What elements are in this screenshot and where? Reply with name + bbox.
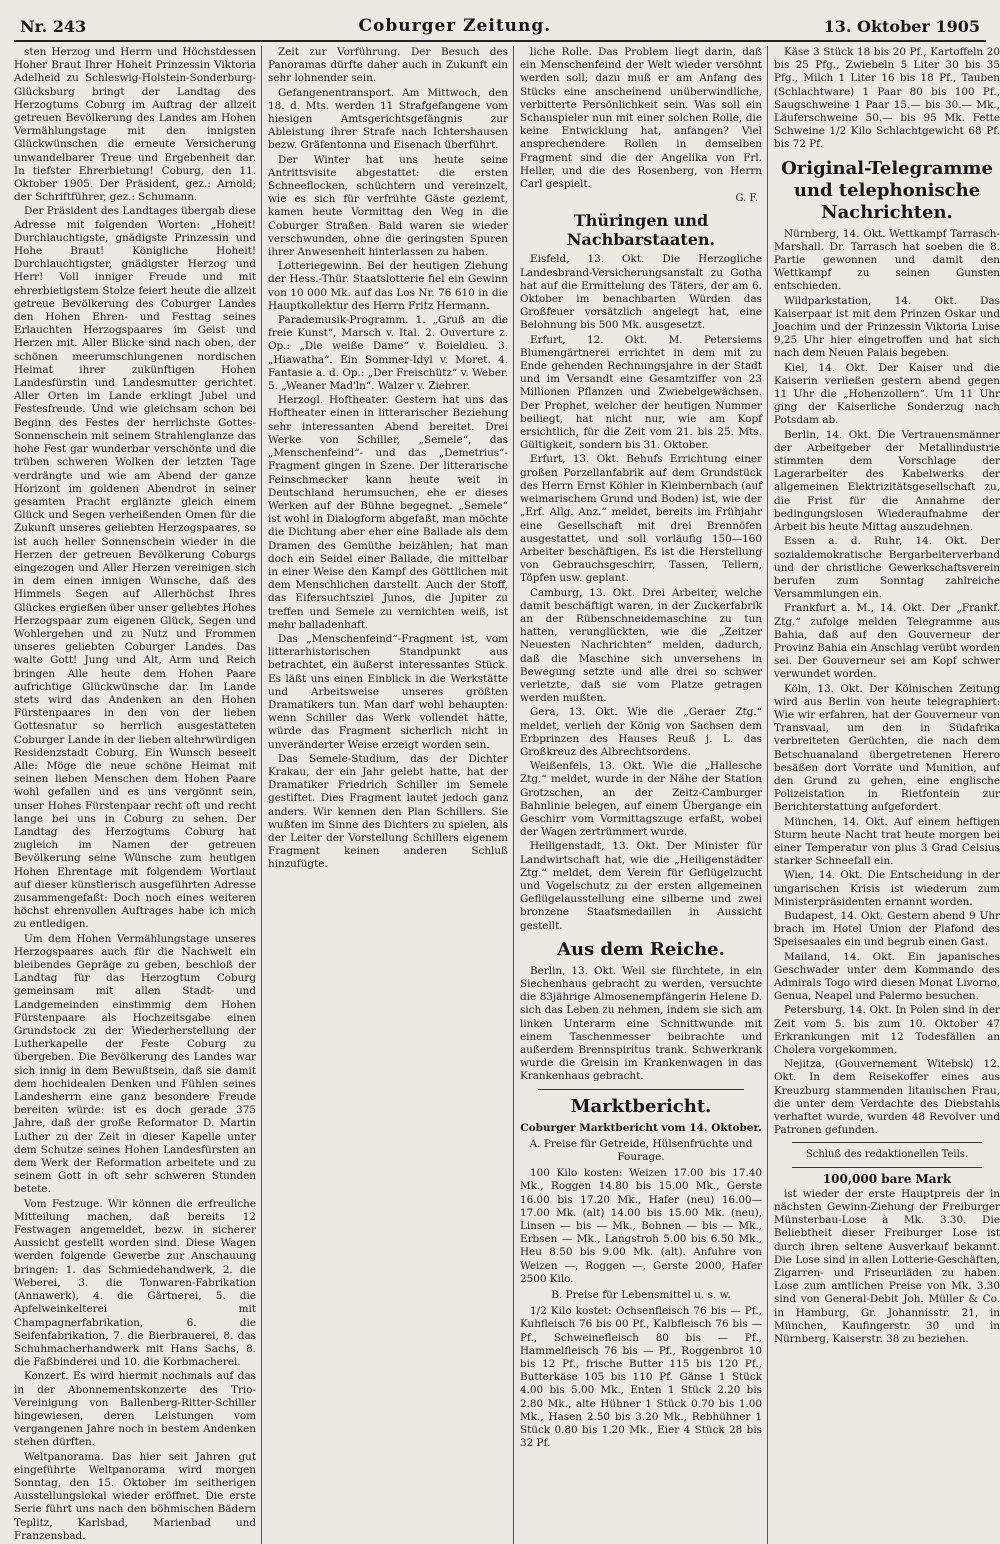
divider — [792, 1142, 982, 1143]
market-prices-continued: Käse 3 Stück 18 bis 20 Pf., Kartoffeln 20 bis 25 Pfg., Zwiebeln 5 Liter 30 bis 35 Pfg., Milch 1 Liter 16 bis 18 Pf., Tauben (Schlachtware) 1 Paar 80 bis 100 Pf., Saugschweine 1 Paar 15.— bis 30.— Mk., Läuferschweine 50.— bis 95 Mk. Fette Schweine 1/2 Kilo Schlachtgewicht 68 Pf. bis 72 Pf. — [774, 46, 1000, 151]
market-prices-food: 1/2 Kilo kostet: Ochsenfleisch 76 bis — Pf., Kuhfleisch 76 bis 00 Pf., Kalbfleisch 76 bis — Pf., Schweinefleisch 80 bis — Pf., Hammelfleisch 76 bis — Pf., Roggenbrot 10 bis 12 Pf., frische Butter 115 bis 120 Pf., Butterkäse 105 bis 110 Pf. Gänse 1 Stück 4.00 bis 5.00 Mk., Enten 1 Stück 2.20 bis 2.80 Mk., alte Hühner 1 Stück 0.70 bis 1.00 Mk., Hasen 2.50 bis 3.20 Mk., Rebhühner 1 Stück 0.80 bis 1.20 Mk., Eier 4 Stück 28 bis 32 Pf. — [520, 1305, 762, 1450]
newspaper-title: Coburger Zeitung. — [358, 16, 552, 36]
article-paragraph: Parademusik-Programm. 1. „Gruß an die freie Kunst“, Marsch v. Ital. 2. Ouverture z. Op.: „Die weiße Dame“ v. Boieldieu. 3. „Hiawatha“. Ein Sommer-Idyl v. Moret. 4. Fantasie a. d. Op.: „Der Freischütz“ v. Weber. 5. „Weaner Mad'ln“. Walzer v. Ziehrer. — [268, 314, 508, 393]
article-paragraph: Erfurt, 12. Okt. M. Petersiems Blumengärtnerei errichtet in dem mit zu Ende gehenden Rechnungsjahre in der Stadt und im Versandt eine Gesamtziffer von 23 Millionen Pflanzen und Zwiebelgewächsen. Der Prophet, welcher der heutigen Nummer beiliegt, hat nicht nur, wie am Kopf ersichtlich, für die Zeit vom 21. bis 25. Mts. Gültigkeit, sondern bis 31. Oktober. — [520, 333, 762, 452]
article-paragraph: Berlin, 13. Okt. Weil sie fürchtete, in ein Siechenhaus gebracht zu werden, versuchte die 83jährige Almosenempfängerin Helene D. sich das Leben zu nehmen, indem sie sich am linken Unterarm eine Schnittwunde mit einem Taschenmesser beibrachte und außerdem Brennspiritus trank. Schwerkrank wurde die Greisin im Krankenwagen in das Krankenhaus gebracht. — [520, 964, 762, 1083]
section-heading-market: Marktbericht. — [570, 1095, 712, 1117]
telegram-item: Nejitza, (Gouvernement Witebsk) 12. Okt. In dem Reisekoffer eines aus Kreuzburg stammenden litauischen Frau, die unter dem Verdachte des Diebstahls verhaftet wurde, wurden 48 Revolver und Patronen gefunden. — [774, 1058, 1000, 1137]
article-paragraph: liche Rolle. Das Problem liegt darin, daß ein Menschenfeind der Welt wieder versöhnt werden soll; dazu muß er am Anfang des Stücks eine anscheinend unüberwindliche, verbitterte Persönlichkeit sein. Was soll ein Schauspieler nun mit einer solchen Rolle, die keine Entwicklung hat, anfangen? Viel ansprechendere Rollen in demselben Fragment sind die der Angelika von Frl. Heller, und die des Rosenberg, von Herrn Carl gespielt. — [520, 46, 762, 191]
article-paragraph: Weltpanorama. Das hier seit Jahren gut eingeführte Weltpanorama wird morgen Sonntag, den 15. Oktober im seitherigen Ausstellungslokal wieder eröffnet. Die erste Serie führt uns nach den böhmischen Bädern Teplitz, Karlsbad, Marienbad und Franzensbad. — [14, 1450, 256, 1542]
telegram-item: Essen a. d. Ruhr, 14. Okt. Der sozialdemokratische Bergarbeiterverband und der christliche Gewerkschaftsverein berufen zum Sonntag zahlreiche Versammlungen ein. — [774, 535, 1000, 601]
column-1 — [14, 46, 262, 1544]
column-3 — [520, 46, 768, 1544]
article-paragraph: Um dem Hohen Vermählungstage unseres Herzogspaares auch für die Nachwelt ein bleibendes Gepräge zu geben, beschloß der Landtag für das Herzogtum Coburg gemeinsam mit allen Stadt- und Landgemeinden einstimmig dem Hohen Fürstenpaare als Hochzeitsgabe einen Grundstock zu der Wiederherstellung der Lutherkapelle der Feste Coburg zu übergeben. Die Bevölkerung des Landes war sich innig in dem Bewußtsein, daß sie damit dem hochidealen Denken und Fühlen seines Landesherrn eine ganz besondere Freude bereiten würde: ist es doch gerade 375 Jahre, daß der große Reformator D. Martin Luther zu der Zeit in dieser Kapelle unter dem Schutze seines Hohen Landesfürsten an dem Werk der Reformation arbeitete und zu seinem Gott in oft sehr schweren Stunden betete. — [14, 932, 256, 1196]
issue-number: Nr. 243 — [20, 17, 87, 36]
telegram-item: Kiel, 14. Okt. Der Kaiser und die Kaiserin verließen gestern abend gegen 11 Uhr die „Hohenzollern“. Um 11 Uhr ging der Kaiserliche Sonderzug nach Potsdam ab. — [774, 361, 1000, 427]
article-paragraph: Der Präsident des Landtages übergab diese Adresse mit folgenden Worten: „Hoheit! Durchlauchtigste, gnädigste Prinzessin und Hohe Braut! Königliche Hoheit! Durchlauchtigster, gnädigster Herzog und Herr! Voll inniger Freude und mit ehrerbietigstem Stolze feiert heute die allzeit getreue Bevölkerung des Coburger Landes den Hohen Ehren- und Festtag seines Erlauchten Herzogspaares im Geist und Herzen mit. Aller Blicke sind nach oben, der schönen meerumschlungenen nordischen Heimat ihrer zukünftigen Hohen Landesfürstin und Landesmutter gerichtet. Aller Orten im Lande erklingt Jubel und Festesfreude. Und wie gleichsam schon bei Beginn des Festes der herrlichste Gottes-Sonnenschein mit seinem Strahlenglanze das hohe Fest gar wunderbar verschönte und die trüben schweren Wolken der letzten Tage verdrängte und wie am Abend der ganze Horizont im goldenen Abendrot in seiner gesamten Pracht erglänzte gleich einem Glück und Segen verheißenden Omen für die Zukunft unseres geliebten Herzogspaares, so ist auch heller Sonnenschein wieder in die Herzen der getreuen Bevölkerung Coburgs eingezogen und Aller Herzen vereinigen sich in dem einen innigen Wunsche, daß des Himmels Segen auf Allerhöchst Ihres Glückes ergießen über unser geliebtes Hohes Herzogspaar zum eigenen Glück, Segen und Wohlergehen und zu Nutz und Frommen unseres geliebten Coburger Landes. Das walte Gott! Jung und Alt, Arm und Reich bringen Alle heute dem Hohen Paare aufrichtige Glückwünsche dar. Im Lande stets wird das Andenken an den Hohen Fürstenpaares in den von der lieben Gottesnatur so herrlich ausgestatteten Coburger Lande in der lieben altehrwürdigen Residenzstadt Coburg. Ein Wunsch beseelt Alle: Möge die neue schöne Heimat mit seinen lieben Menschen dem Hohen Paare wohl gefallen und es uns vergönnt sein, unser Hohes Fürstenpaar recht oft und recht lange bei uns in Coburg zu sehen. Der Landtag des Herzogtums Coburg hat zugleich im Namen der getreuen Bevölkerung seine Wünsche zum heutigen Hohen Ehrentage mit folgendem Wortlaut auf dieser künstlerisch ausgeführten Adresse zusammengefaßt: Doch noch eines weiteren höchst ehrenvollen Auftrages habe ich mich zu entledigen. — [14, 205, 256, 931]
article-paragraph: Das „Menschenfeind“-Fragment ist, vom litterarhistorischen Standpunkt aus betrachtet, ein äußerst interessantes Stück. Es läßt uns einen Einblick in die Werkstätte und Arbeitsweise unseres größten Dramatikers tun. Man darf wohl behaupten: wenn Schiller das Werk vollendet hätte, würde das Fragment sicherlich nicht in unveränderter Weise erzeigt worden sein. — [268, 632, 508, 751]
article-paragraph: Zeit zur Vorführung. Der Besuch des Panoramas dürfte daher auch in Zukunft ein sehr lohnender sein. — [268, 46, 508, 85]
article-paragraph: Der Winter hat uns heute seine Antrittsvisite abgestattet: die ersten Schneeflocken, schüchtern und vereinzelt, wie es sich für verfrühte Gäste geziemt, kamen heute Vormittag den Weg in die Coburger Straßen. Bald waren sie wieder verschwunden, ohne die geringsten Spuren ihrer Anwesenheit hinterlassen zu haben. — [268, 153, 508, 259]
advertisement-text: ist wieder der erste Hauptpreis der in nächsten Gewinn-Ziehung der Freiburger Münsterbau-Lose à Mk. 3.30. Die Beliebtheit dieser Freiburger Lose ist durch ihren seltene Ausverkauf bekannt. Die Lose sind in allen Lotterie-Geschäften, Zigarren- und Friseurläden zu haben. Lose zum amtlichen Preise von Mk. 3.30 sind von General-Debit Joh. Müller & Co. in Hamburg, Gr. Johannisstr. 21, in München, Kaufingerstr. 30 und in Nürnberg, Kaiserstr. 38 zu beziehen. — [774, 1187, 1000, 1346]
telegram-item: Mailand, 14. Okt. Ein japanisches Geschwader unter dem Kommando des Admirals Togo wird diesen Monat Livorno, Genua, Neapel und Palermo besuchen. — [774, 950, 1000, 1003]
article-paragraph: Vom Festzuge. Wir können die erfreuliche Mitteilung machen, daß bereits 12 Festwagen angemeldet, bezw. in sicherer Aussicht gestellt worden sind. Diese Wagen werden folgende Gewerbe zur Anschauung bringen: 1. das Schmiedehandwerk, 2. die Weberei, 3. die Tonwaren-Fabrikation (Annawerk), 4. die Gärtnerei, 5. die Apfelweinkelterei mit Champagnerfabrikation, 6. die Seifenfabrikation, 7. die Bierbrauerei, 8. das Schuhmacherhandwerk mit Hans Sachs, 8. die Faßbinderei und 10. die Korbmacherei. — [14, 1197, 256, 1369]
article-paragraph: Lotteriegewinn. Bei der heutigen Ziehung der Hess.-Thür. Staatslotterie fiel ein Gewinn von 10 000 Mk. auf das Los Nr. 76 610 in die Hauptkollektur des Herrn Fritz Hermann. — [268, 260, 508, 312]
market-report-title: Coburger Marktbericht vom 14. Oktober. — [520, 1121, 762, 1134]
article-paragraph: Das Semele-Studium, das der Dichter Krakau, der ein Jahr gelebt hatte, hat der Dramatiker Friedrich Schiller im Semele gestiftet. Dies Fragment lautet jedoch ganz anders. Wir kennen den Plan Schillers. Sie wußten im Sinne des Dichters zu spielen, als der Leiter der Vorstellung Schillers eigenem Fragment keinen anderen Schluß hinzufügte. — [268, 752, 508, 871]
telegram-item: Budapest, 14. Okt. Gestern abend 9 Uhr brach im Hotel Union der Plafond des Speisesaales ein und begrub einen Gast. — [774, 909, 1000, 949]
telegram-item: Petersburg, 14. Okt. In Polen sind in der Zeit vom 5. bis zum 10. Oktober 47 Erkrankungen mit 12 Todesfällen an Cholera vorgekommen. — [774, 1004, 1000, 1057]
market-section-b: B. Preise für Lebensmittel u. s. w. — [551, 1289, 731, 1302]
market-section-a: A. Preise für Getreide, Hülsenfrüchte und Fourage. — [529, 1137, 753, 1164]
telegram-item: Köln, 13. Okt. Der Kölnischen Zeitung wird aus Berlin von heute telegraphiert: Wie wir erfahren, hat der Gouverneur von Transvaal, um den in Südafrika verbreiteten Gerüchten, die nach dem Betschuanaland übergetretenen Herero besäßen dort Vorräte und Munition, auf den Grund zu gehen, eine englische Polizeistation in Rietfontein zur Berichterstattung aufgefordert. — [774, 682, 1000, 814]
article-paragraph: Heiligenstadt, 13. Okt. Der Minister für Landwirtschaft hat, wie die „Heiligenstädter Ztg.“ meldet, dem Verein für Geflügelzucht und Vogelschutz zu der ersten allgemeinen Geflügelausstellung eine silberne und zwei bronzene Staatsmedaillen in Aussicht gestellt. — [520, 840, 762, 932]
article-paragraph: Konzert. Es wird hiermit nochmals auf das in der Abonnementskonzerte des Trio-Vereinigung von Ballenberg-Ritter-Schiller hingewiesen, deren Leistungen vom vergangenen Jahre noch in bestem Andenken stehen dürften. — [14, 1370, 256, 1449]
article-paragraph: Erfurt, 13. Okt. Behufs Errichtung einer großen Porzellanfabrik auf dem Grundstück des Herrn Ernst Köhler in Kleinbernbach (auf weimarischem Grund und Boden) ist, wie der „Erf. Allg. Anz.“ meldet, bereits im Frühjahr eine Gesellschaft mit drei Brennöfen ausgestattet, und soll vorläufig 150—160 Arbeiter beschäftigen. Es ist die Herstellung von Gebrauchsgeschirr, Tassen, Tellern, Töpfen usw. geplant. — [520, 453, 762, 585]
advertisement-title: 100,000 bare Mark — [822, 1171, 952, 1186]
telegram-item: Frankfurt a. M., 14. Okt. Der „Frankf. Ztg.“ zufolge melden Telegramme aus Bahia, daß auf den Gouverneur der Provinz Bahia ein Anschlag verübt worden sei. Der Gouverneur sei am Kopf schwer verwundet worden. — [774, 602, 1000, 681]
article-paragraph: sten Herzog und Herrn und Höchstdessen Hoher Braut Ihrer Hoheit Prinzessin Viktoria Adelheid zu Schleswig-Holstein-Sonderburg-Glücksburg bringt der Landtag des Herzogtums Coburg im Auftrag der allzeit getreuen Bevölkerung des Landes am Hohen Vermählungstage mit den innigsten Glückwünschen die erneute Versicherung unwandelbarer Treue und Ergebenheit dar. In tiefster Ehrerbietung! Coburg, den 11. Oktober 1905. Der Präsident, gez.: Arnold; der Schriftführer, gez.: Schumann. — [14, 46, 256, 204]
article-paragraph: Camburg, 13. Okt. Drei Arbeiter, welche damit beschäftigt waren, in der Zuckerfabrik an der Rübenschneidemaschine zu tun hatten, verunglückten, wie die „Zeitzer Neuesten Nachrichten“ melden, dadurch, daß die Maschine sich unversehens in Bewegung setzte und alle drei so schwer verletzte, daß sie vom Platze getragen werden mußten. — [520, 586, 762, 705]
section-heading-telegrams: Original-Telegramme und telephonische Nachrichten. — [781, 157, 993, 223]
section-heading-thueringen: Thüringen und Nachbarstaaten. — [566, 211, 716, 250]
column-2 — [268, 46, 514, 1544]
divider — [792, 1167, 982, 1168]
article-paragraph: Gera, 13. Okt. Wie die „Geraer Ztg.“ meldet, verlieh der König von Sachsen dem Erbprinzen des Hauses Reuß j. L. das Großkreuz des Albrechtsordens. — [520, 706, 762, 758]
masthead — [14, 10, 986, 42]
article-paragraph: Gefangenentransport. Am Mittwoch, den 18. d. Mts. werden 11 Strafgefangene vom hiesigen Amtsgerichtsgefängnis zur Ableistung ihrer Strafe nach Ichtershausen bezw. Gräfentonna und Eisenach überführt. — [268, 86, 508, 152]
article-paragraph: Weißenfels, 13. Okt. Wie die „Hallesche Ztg.“ meldet, wurde in der Nähe der Station Grotzschen, an der Zeitz-Camburger Bahnlinie belegen, auf einem Übergange ein Geschirr vom Vormittagszuge erfaßt, wobei der Wagen zertrümmert wurde. — [520, 760, 762, 839]
article-paragraph: Eisfeld, 13. Okt. Die Herzogliche Landesbrand-Versicherungsanstalt zu Gotha hat auf die Ermittelung des Täters, der am 6. Oktober im benachbarten Würden das Großfeuer vorsätzlich angelegt hat, eine Belohnung bis 500 Mk. ausgesetzt. — [520, 253, 762, 332]
issue-date: 13. Oktober 1905 — [823, 17, 980, 36]
telegram-item: Wildparkstation, 14. Okt. Das Kaiserpaar ist mit dem Prinzen Oskar und Joachim und der Prinzessin Viktoria Luise 9,25 Uhr hier eingetroffen und hat sich nach dem Neuen Palais begeben. — [774, 294, 1000, 360]
article-columns — [14, 46, 1000, 1542]
telegram-item: Wien, 14. Okt. Die Entscheidung in der ungarischen Krisis ist wiederum zum Ministerpräsidenten ernannt worden. — [774, 869, 1000, 908]
article-paragraph: Herzogl. Hoftheater. Gestern hat uns das Hoftheater einen in litterarischer Beziehung sehr interessanten Abend bereitet. Drei Werke von Schiller, „Semele“, das „Menschenfeind“- und das „Demetrius“-Fragment gingen in Szene. Der litterarische Feinschmecker kann heute weit in Deutschland herumsuchen, ehe er dieses Werken auf der Bühne begegnet. „Semele“ ist wohl in Dialogform abgefaßt, man möchte die Dichtung aber eher eine Ballade als dem Dramen des Gemüthe beizählen; hat man doch ein Seidel einer Ballade, die mittelbar in einer Weise den Kampf des Göttlichen mit dem Menschlichen darstellt. Auch der Stoff, das Eifersuchtsziel Junos, die Jupiter zu treffen und Semele zu vernichten weiß, ist mehr balladenhaft. — [268, 394, 508, 631]
column-4 — [774, 46, 1000, 1544]
market-prices-grain: 100 Kilo kosten: Weizen 17.00 bis 17.40 Mk., Roggen 14.80 bis 15.00 Mk., Gerste 16.00 bis 17.20 Mk., Hafer (neu) 16.00—17.00 Mk. (alt) 14.00 bis 15.00 Mk. (neu), Linsen — bis — Mk., Bohnen — bis — Mk., Erbsen — Mk., Langstroh 5.00 bis 6.50 Mk., Heu 8.50 bis 9.00 Mk. (alt). Anfuhre von Weizen —, Roggen —, Gerste 2000, Hafer 2500 Kilo. — [520, 1167, 762, 1285]
telegram-item: München, 14. Okt. Auf einem heftigen Sturm heute Nacht trat heute morgen bei einer Temperatur von plus 3 Grad Celsius starker Schneefall ein. — [774, 815, 1000, 868]
telegram-item: Nürnberg, 14. Okt. Wettkampf Tarrasch-Marshall. Dr. Tarrasch hat soeben die 8. Partie gewonnen und damit den Wettkampf zu seinen Gunsten entschieden. — [774, 227, 1000, 293]
telegram-item: Berlin, 14. Okt. Die Vertrauensmänner der Arbeitgeber der Metallindustrie stimmten dem Vorschlage der Lagerarbeiter des Kabelwerks der allgemeinen Elektrizitätsgesellschaft zu, die Frist für die Annahme der bedingungslosen Wiederaufnahme der Arbeit bis heute Mittag auszudehnen. — [774, 428, 1000, 534]
divider — [538, 1089, 744, 1090]
editorial-close-note: Schluß des redaktionellen Teils. — [805, 1149, 969, 1161]
author-signature: G. F. — [735, 193, 758, 205]
section-heading-reich: Aus dem Reiche. — [557, 938, 725, 960]
